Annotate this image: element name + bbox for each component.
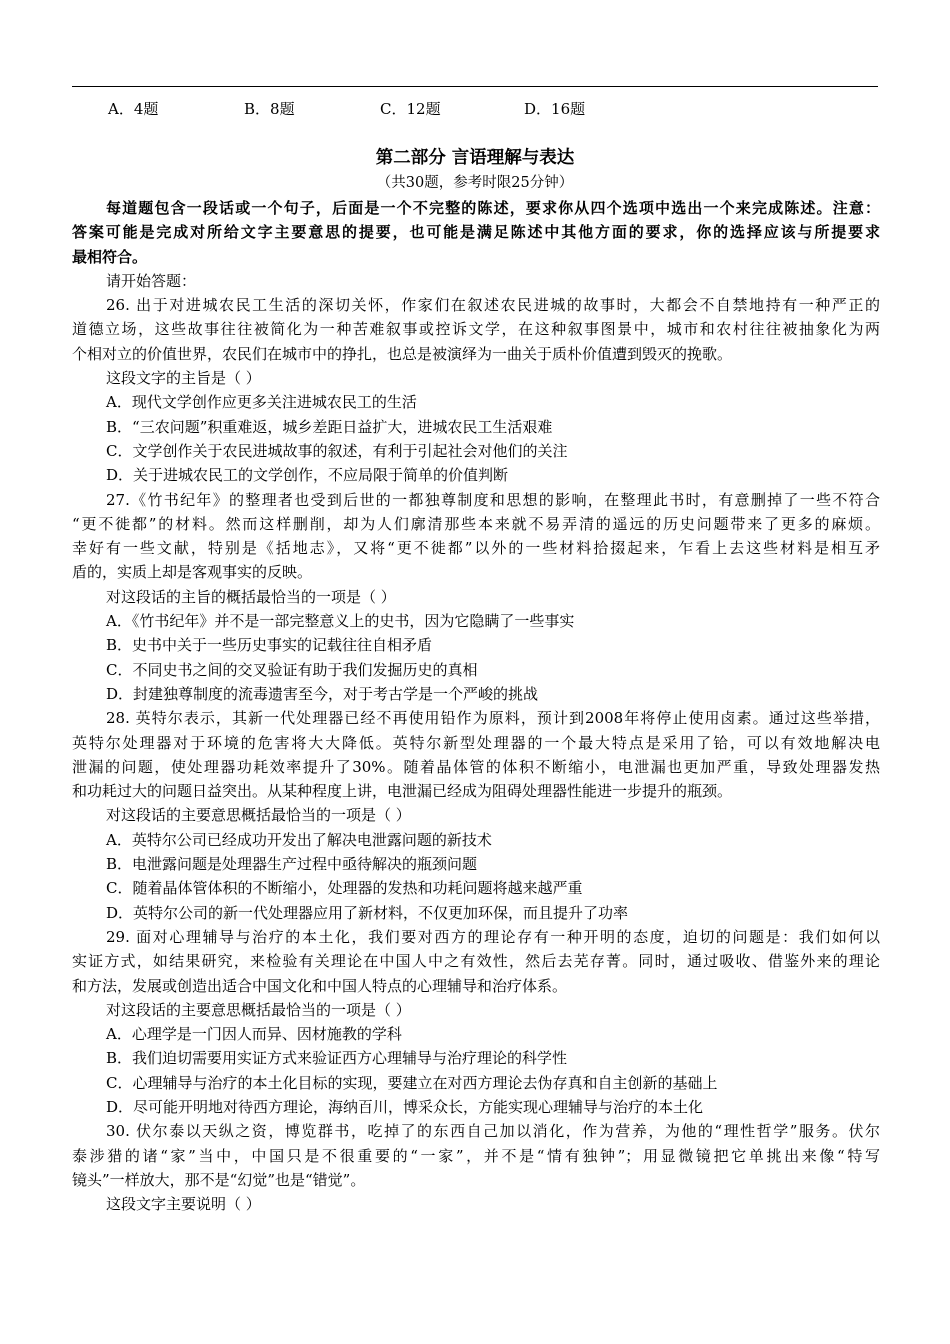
- text-line: B．电泄露问题是处理器生产过程中亟待解决的瓶颈问题: [106, 855, 478, 874]
- text-line: 29. 面对心理辅导与治疗的本土化，我们要对西方的理论存有一种开明的态度，迫切的问题是：我们如何以: [106, 927, 880, 946]
- text-line: A．现代文学创作应更多关注进城农民工的生活: [106, 393, 417, 412]
- text-line: C．心理辅导与治疗的本土化目标的实现，要建立在对西方理论去伪存真和自主创新的基础上: [106, 1073, 718, 1092]
- text-line: 镜头”一样放大，那不是“幻觉”也是“错觉”。: [72, 1170, 366, 1189]
- text-line: 泰涉猎的诸“家”当中，中国只是不很重要的“一家”，并不是“情有独钟”；用显微镜把它单挑出来像“特写: [72, 1146, 880, 1165]
- text-line: “更不徙都”的材料。然而这样删削，却为人们廓清那些本来就不易弄清的遥远的历史问题带来了更多的麻烦。: [72, 514, 880, 533]
- text-line: 对这段话的主旨的概括最恰当的一项是（ ）: [106, 587, 396, 606]
- text-line: 和方法，发展或创造出适合中国文化和中国人特点的心理辅导和治疗体系。: [72, 976, 568, 995]
- text-line: 道德立场，这些故事往往被简化为一种苦难叙事或控诉文学，在这种叙事图景中，城市和农村往往被抽象化为两: [72, 320, 880, 339]
- text-line: 对这段话的主要意思概括最恰当的一项是（ ）: [106, 1000, 411, 1019]
- text-line: 对这段话的主要意思概括最恰当的一项是（ ）: [106, 806, 411, 825]
- text-line: 和功耗过大的问题日益突出。从某种程度上讲，电泄漏已经成为阻碍处理器性能进一步提升的瓶颈。: [72, 782, 733, 801]
- text-line: 幸好有一些文献，特别是《括地志》，又将“更不徙都”以外的一些材料拾掇起来，乍看上去这些材料是相互矛: [72, 539, 880, 558]
- option-d: D．16题: [524, 100, 586, 118]
- text-line: C．随着晶体管体积的不断缩小，处理器的发热和功耗问题将越来越严重: [106, 879, 583, 898]
- text-line: 28. 英特尔表示，其新一代处理器已经不再使用铅作为原料，预计到2008年将停止使用卤素。通过这些举措，: [106, 709, 880, 728]
- option-b: B．8题: [244, 100, 295, 118]
- text-line: D．英特尔公司的新一代处理器应用了新材料，不仅更加环保，而且提升了功率: [106, 903, 629, 922]
- text-line: 每道题包含一段话或一个句子，后面是一个不完整的陈述，要求你从四个选项中选出一个来完成陈述。注意：: [106, 199, 880, 217]
- text-line: 英特尔处理器对于环境的危害将大大降低。英特尔新型处理器的一个最大特点是采用了铪，可以有效地解决电: [72, 733, 880, 752]
- section-title: 第二部分 言语理解与表达: [375, 148, 575, 168]
- text-line: B．“三农问题”积重难返，城乡差距日益扩大，进城农民工生活艰难: [106, 417, 553, 436]
- text-line: 答案可能是完成对所给文字主要意思的提要，也可能是满足陈述中其他方面的要求，你的选择应该与所提要求: [72, 223, 880, 242]
- text-line: 泄漏的问题，使处理器功耗效率提升了30%。随着晶体管的体积不断缩小，电泄漏也更加严重，导致处理器发热: [72, 757, 880, 776]
- text-line: 实证方式，如结果研究，来检验有关理论在中国人中之有效性，然后去芜存菁。同时，通过吸收、借鉴外来的理论: [72, 952, 880, 971]
- section-subtitle: （共30题，参考时限25分钟）: [376, 175, 574, 191]
- text-line: D．尽可能开明地对待西方理论，海纳百川，博采众长，方能实现心理辅导与治疗的本土化: [106, 1097, 704, 1116]
- text-line: 26. 出于对进城农民工生活的深切关怀，作家们在叙述农民进城的故事时，大都会不自禁地持有一种严正的: [106, 296, 880, 315]
- text-line: 请开始答题：: [106, 271, 197, 290]
- text-line: 个相对立的价值世界，农民们在城市中的挣扎，也总是被演绎为一曲关于质朴价值遭到毁灭的挽歌。: [72, 344, 733, 363]
- text-line: 27.《竹书纪年》的整理者也受到后世的一都独尊制度和思想的影响，在整理此书时，有意删掉了一些不符合: [106, 490, 880, 509]
- text-line: 最相符合。: [72, 247, 148, 266]
- text-line: B．史书中关于一些历史事实的记载往往自相矛盾: [106, 636, 433, 655]
- text-line: D．封建独尊制度的流毒遗害至今，对于考古学是一个严峻的挑战: [106, 684, 539, 703]
- text-line: 这段文字的主旨是（ ）: [106, 369, 261, 388]
- option-c: C．12题: [380, 100, 441, 118]
- text-line: B．我们迫切需要用实证方式来验证西方心理辅导与治疗理论的科学性: [106, 1049, 568, 1068]
- text-line: 这段文字主要说明（ ）: [106, 1195, 261, 1214]
- text-line: A．心理学是一门因人而异、因材施教的学科: [106, 1025, 402, 1044]
- text-line: C．不同史书之间的交叉验证有助于我们发掘历史的真相: [106, 660, 478, 679]
- text-line: 盾的，实质上却是客观事实的反映。: [72, 563, 313, 582]
- text-line: A．《竹书纪年》并不是一部完整意义上的史书，因为它隐瞒了一些事实: [106, 612, 575, 631]
- text-line: 30. 伏尔泰以天纵之资，博览群书，吃掉了的东西自己加以消化，作为营养，为他的“理性哲学”服务。伏尔: [106, 1122, 880, 1141]
- header-rule: [72, 86, 878, 87]
- text-line: C．文学创作关于农民进城故事的叙述，有利于引起社会对他们的关注: [106, 441, 568, 460]
- document-body: [72, 196, 880, 1216]
- text-line: D．关于进城农民工的文学创作，不应局限于简单的价值判断: [106, 466, 509, 485]
- option-a: A．4题: [108, 100, 159, 118]
- text-line: A．英特尔公司已经成功开发出了解决电泄露问题的新技术: [106, 830, 492, 849]
